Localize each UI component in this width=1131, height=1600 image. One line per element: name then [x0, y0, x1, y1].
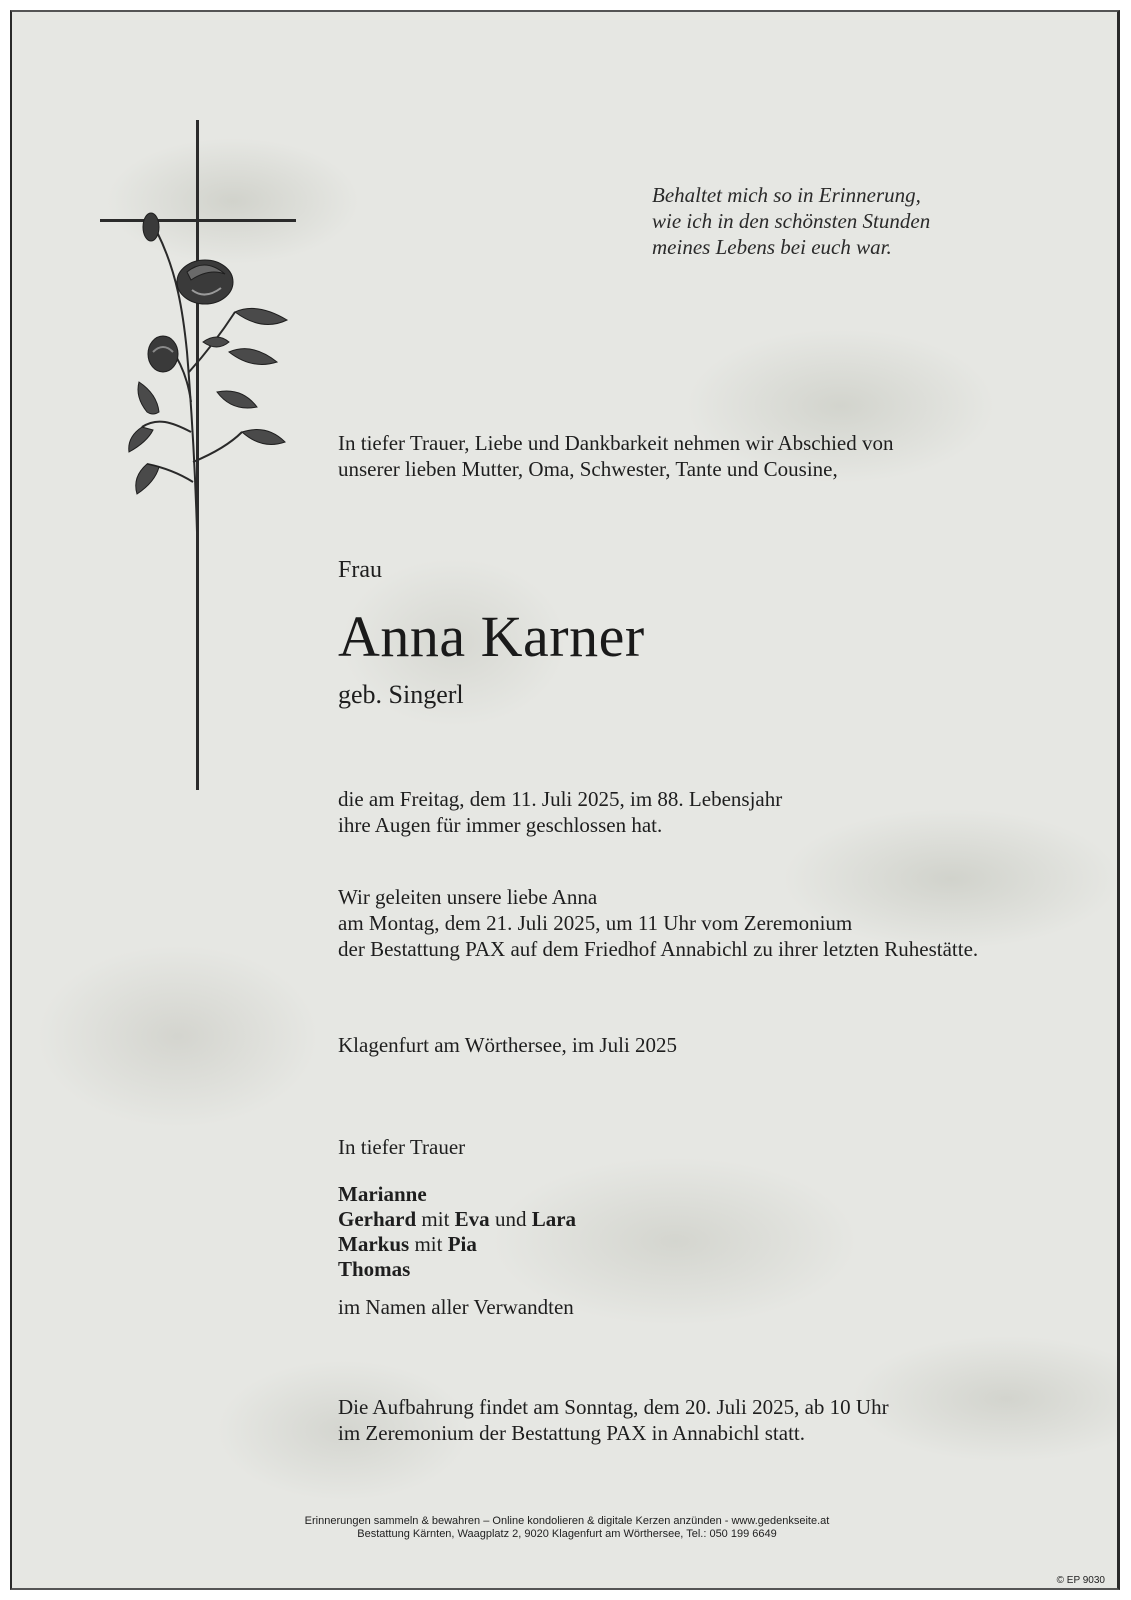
mourner-name: Eva [454, 1207, 490, 1231]
mourner-line [338, 1257, 576, 1282]
viewing-line: im Zeremonium der Bestattung PAX in Annabichl statt. [338, 1421, 806, 1445]
mourners-heading: In tiefer Trauer [338, 1135, 466, 1159]
mourner-line [338, 1207, 576, 1232]
mourner-name: Gerhard [338, 1207, 417, 1231]
quote-line: meines Lebens bei euch war. [652, 235, 892, 259]
connector-word: mit [414, 1232, 443, 1256]
intro-line: In tiefer Trauer, Liebe und Dankbarkeit nehmen wir Abschied von [338, 431, 894, 455]
mourner-name: Lara [531, 1207, 577, 1231]
document-code: © EP 9030 [1056, 1575, 1105, 1586]
intro-paragraph [338, 430, 894, 482]
maiden-name: geb. Singerl [338, 680, 464, 709]
quote-line: Behaltet mich so in Erinnerung, [652, 183, 921, 207]
place-date: Klagenfurt am Wörthersee, im Juli 2025 [338, 1033, 678, 1057]
mourner-name: Pia [447, 1232, 477, 1256]
memorial-quote [652, 182, 1032, 260]
mourner-line [338, 1232, 576, 1257]
intro-line: unserer lieben Mutter, Oma, Schwester, Tante und Cousine, [338, 457, 838, 481]
obituary-sheet [10, 10, 1120, 1590]
mourner-line [338, 1182, 576, 1207]
funeral-info [338, 884, 978, 962]
funeral-line: am Montag, dem 21. Juli 2025, um 11 Uhr vom Zeremonium [338, 911, 853, 935]
death-notice [338, 786, 782, 838]
funeral-line: Wir geleiten unsere liebe Anna [338, 885, 598, 909]
relatives-line: im Namen aller Verwandten [338, 1295, 574, 1319]
deceased-name: Anna Karner [338, 604, 645, 669]
funeral-line: der Bestattung PAX auf dem Friedhof Annabichl zu ihrer letzten Ruhestätte. [338, 937, 979, 961]
quote-line: wie ich in den schönsten Stunden [652, 209, 931, 233]
rose-icon [117, 202, 297, 542]
death-notice-line: ihre Augen für immer geschlossen hat. [338, 813, 663, 837]
viewing-line: Die Aufbahrung findet am Sonntag, dem 20. Juli 2025, ab 10 Uhr [338, 1395, 889, 1419]
mourner-name: Marianne [338, 1182, 427, 1206]
footer-line: Bestattung Kärnten, Waagplatz 2, 9020 Klagenfurt am Wörthersee, Tel.: 050 199 6649 [357, 1528, 777, 1540]
connector-word: und [494, 1207, 527, 1231]
salutation: Frau [338, 557, 382, 583]
viewing-info [338, 1394, 889, 1446]
death-notice-line: die am Freitag, dem 11. Juli 2025, im 88. Lebensjahr [338, 787, 783, 811]
footer-line: Erinnerungen sammeln & bewahren – Online kondolieren & digitale Kerzen anzünden - www.gedenkseite.at [304, 1515, 830, 1527]
mourners-list [338, 1182, 576, 1282]
mourner-name: Markus [338, 1232, 410, 1256]
connector-word: mit [421, 1207, 450, 1231]
footer [12, 1515, 1122, 1541]
mourner-name: Thomas [338, 1257, 411, 1281]
